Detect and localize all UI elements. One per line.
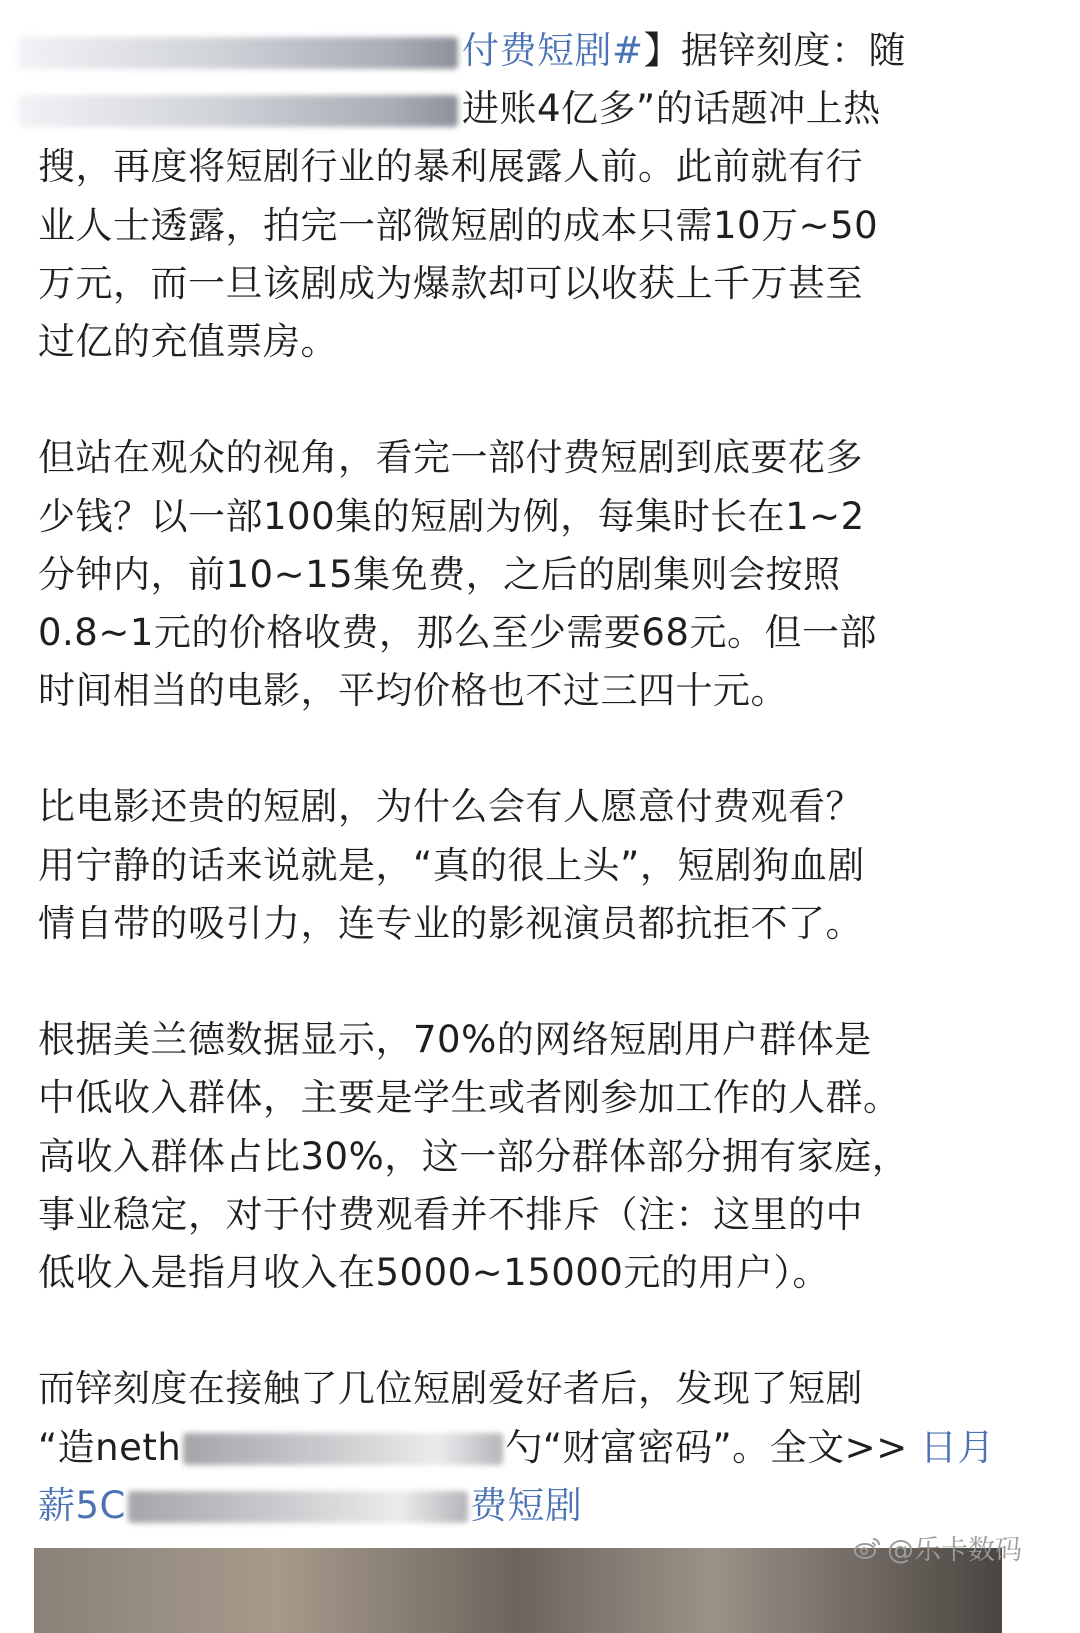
spacer [908, 1426, 920, 1469]
watermark-text: @乐卡数码 [887, 1535, 1022, 1566]
post-line: 0.8~1元的价格收费，那么至少需要68元。但一部 [38, 610, 877, 654]
topic-link[interactable]: 日月 [919, 1425, 995, 1469]
post-line: 搜，再度将短剧行业的暴利展露人前。此前就有行 [38, 145, 863, 189]
post-line: 过亿的充值票房。 [38, 319, 338, 363]
post-body [38, 22, 1048, 1535]
post-line: 事业稳定，对于付费观看并不排斥（注：这里的中 [38, 1192, 863, 1236]
post-line: 分钟内，前10~15集免费，之后的剧集则会按照 [38, 552, 841, 596]
redacted-region [18, 95, 458, 127]
post-text: 进账4亿多”的话题冲上热 [462, 87, 881, 131]
post-line: 万元，而一旦该剧成为爆款却可以收获上千万甚至 [38, 261, 863, 305]
redacted-region [128, 1491, 468, 1523]
post-line [38, 80, 1048, 138]
post-line: 但站在观众的视角，看完一部付费短剧到底要花多 [38, 436, 863, 480]
post-text: “造neth [38, 1425, 182, 1469]
redacted-region [18, 37, 458, 69]
post-line [38, 22, 1048, 80]
post-line: 情自带的吸引力，连专业的影视演员都抗拒不了。 [38, 901, 863, 945]
post-line: 业人士透露，拍完一部微短剧的成本只需10万~50 [38, 203, 879, 247]
watermark [853, 1528, 1022, 1567]
post-line: 用宁静的话来说就是，“真的很上头”，短剧狗血剧 [38, 843, 865, 887]
weibo-icon [853, 1536, 881, 1560]
post-line: 少钱？以一部100集的短剧为例，每集时长在1~2 [38, 494, 865, 538]
post-line: 低收入是指月收入在5000~15000元的用户）。 [38, 1250, 830, 1294]
post-line [38, 1477, 1048, 1535]
post-line: 根据美兰德数据显示，70%的网络短剧用户群体是 [38, 1018, 872, 1062]
post-line: 比电影还贵的短剧，为什么会有人愿意付费观看？ [38, 785, 863, 829]
topic-link[interactable]: 费短剧 [469, 1483, 583, 1527]
post-line: 高收入群体占比30%，这一部分群体部分拥有家庭， [38, 1134, 910, 1178]
post-line: 中低收入群体，主要是学生或者刚参加工作的人群。 [38, 1076, 901, 1120]
topic-link-start[interactable]: 薪5C [38, 1483, 126, 1527]
topic-link[interactable]: 付费短剧# [462, 29, 644, 72]
post-line [38, 1419, 1048, 1477]
post-line: 而锌刻度在接触了几位短剧爱好者后，发现了短剧 [38, 1367, 863, 1411]
read-more-link[interactable]: 全文>> [769, 1425, 908, 1469]
post-text: 勺“财富密码”。 [505, 1425, 770, 1469]
redacted-region [183, 1433, 503, 1465]
post-text: 】据锌刻度：随 [643, 29, 907, 72]
post-line: 时间相当的电影，平均价格也不过三四十元。 [38, 669, 788, 713]
